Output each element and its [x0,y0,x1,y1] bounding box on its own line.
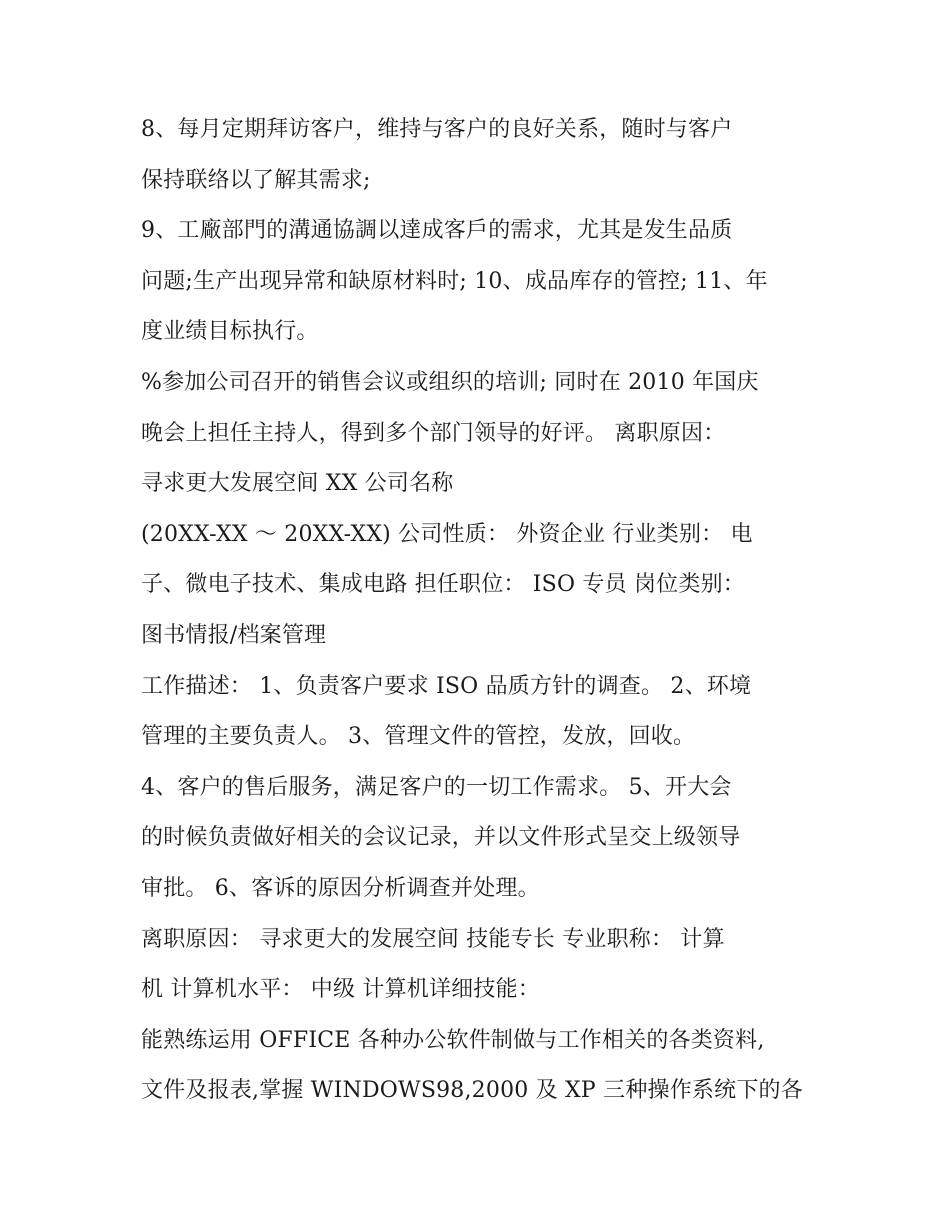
text-line: 离职原因： 寻求更大的发展空间 技能专长 专业职称： 计算 [141,926,725,952]
text-line: 工作描述： 1、负责客户要求 ISO 品质方针的调查。 2、环境 [141,673,752,699]
text-line: (20XX-XX ～ 20XX-XX) 公司性质： 外资企业 行业类别： 电 [141,521,753,547]
text-line: 图书情报/档案管理 [141,622,327,648]
text-line: 9、工廠部門的溝通協調以達成客戶的需求，尤其是发生品质 [141,218,733,244]
text-line: 问题;生产出现异常和缺原材料时; 10、成品库存的管控; 11、年 [141,268,768,294]
text-line: 晚会上担任主持人，得到多个部门领导的好评。 离职原因： [141,420,726,446]
text-line: 8、每月定期拜访客户，维持与客户的良好关系，随时与客户 [141,117,733,142]
text-line: 审批。 6、客诉的原因分析调查并处理。 [141,875,540,901]
text-line: 寻求更大发展空间 XX 公司名称 [141,471,454,497]
text-line: 度业绩目标执行。 [141,319,319,345]
text-line: 管理的主要负责人。 3、管理文件的管控，发放，回收。 [141,724,696,750]
text-line: 保持联络以了解其需求; [141,167,371,193]
text-line: 机 计算机水平： 中级 计算机详细技能： [141,977,540,1003]
text-line: 能熟练运用 OFFICE 各种办公软件制做与工作相关的各类资料, [141,1027,765,1053]
text-line: 的时候负责做好相关的会议记录，并以文件形式呈交上级领导 [141,825,741,851]
document-body [141,105,821,1117]
text-line: %参加公司召开的销售会议或组织的培训; 同时在 2010 年国庆 [141,369,759,395]
text-line: 4、客户的售后服务，满足客户的一切工作需求。 5、开大会 [141,774,732,800]
text-line: 文件及报表,掌握 WINDOWS98,2000 及 XP 三种操作系统下的各 [141,1078,803,1104]
text-line: 子、微电子技术、集成电路 担任职位： ISO 专员 岗位类别： [141,572,745,598]
